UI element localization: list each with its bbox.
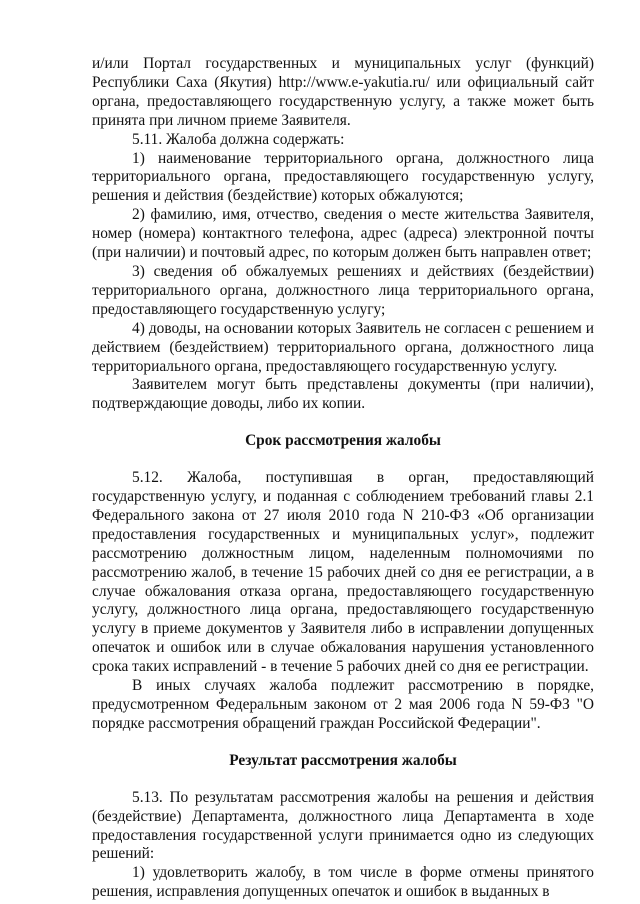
list-item-3: 3) сведения об обжалуемых решениях и действиях (бездействии) территориального органа, должностного лица территориального органа, предоставляющего государственную услугу; (92, 262, 594, 318)
heading-review-term: Срок рассмотрения жалобы (245, 432, 441, 450)
paragraph-documents: Заявителем могут быть представлены документы (при наличии), подтверждающие доводы, либо их копии. (92, 376, 594, 413)
heading-review-result: Результат рассмотрения жалобы (229, 751, 457, 769)
list-item-4: 4) доводы, на основании которых Заявитель не согласен с решением и действием (бездействием) территориального органа, должностного лица территориального органа, предоставляющего государственную услугу. (92, 319, 594, 375)
paragraph-5-11: 5.11. Жалоба должна содержать: (132, 130, 345, 148)
document-page (92, 55, 594, 902)
paragraph-5-12: 5.12. Жалоба, поступившая в орган, предоставляющий государственную услугу, и поданная с соблюдением требований главы 2.1 Федерального закона от 27 июля 2010 года N 210-ФЗ «Об организации предоставления государственных и муниципальных услуг», подлежит рассмотрению должностным лицом, наделенным полномочиями по рассмотрению жалоб, в течение 15 рабочих дней со дня ее регистрации, а в случае обжалования отказа органа, предоставляющего государственную услугу, должностного лица органа, предоставляющего государственную услугу в приеме документов у Заявителя либо в исправлении допущенных опечаток и ошибок или в случае обжалования нарушения установленного срока таких исправлений - в течение 5 рабочих дней со дня ее регистрации. (92, 469, 594, 676)
paragraph-decision-1: 1) удовлетворить жалобу, в том числе в форме отмены принятого решения, исправления допущенных опечаток и ошибок в выданных в (92, 864, 594, 901)
paragraph-other-cases: В иных случаях жалоба подлежит рассмотрению в порядке, предусмотренном Федеральным законом от 2 мая 2006 года N 59-ФЗ "О порядке рассмотрения обращений граждан Российской Федерации". (92, 677, 594, 732)
paragraph-intro: и/или Портал государственных и муниципальных услуг (функций) Республики Саха (Якутия) http://www.e-yakutia.ru/ или официальный сайт органа, предоставляющего государственную услугу, а также может быть принята при личном приеме Заявителя. (92, 55, 594, 129)
paragraph-5-13: 5.13. По результатам рассмотрения жалобы на решения и действия (бездействие) Департамента, должностного лица Департамента в ходе предоставления государственной услуги принимается одно из следующих решений: (92, 788, 594, 863)
list-item-1: 1) наименование территориального органа, должностного лица территориального органа, предоставляющего государственную услугу, решения и действия (бездействие) которых обжалуются; (92, 149, 594, 205)
list-item-2: 2) фамилию, имя, отчество, сведения о месте жительства Заявителя, номер (номера) контактного телефона, адрес (адреса) электронной почты (при наличии) и почтовый адрес, по которым должен быть направлен ответ; (92, 206, 594, 262)
